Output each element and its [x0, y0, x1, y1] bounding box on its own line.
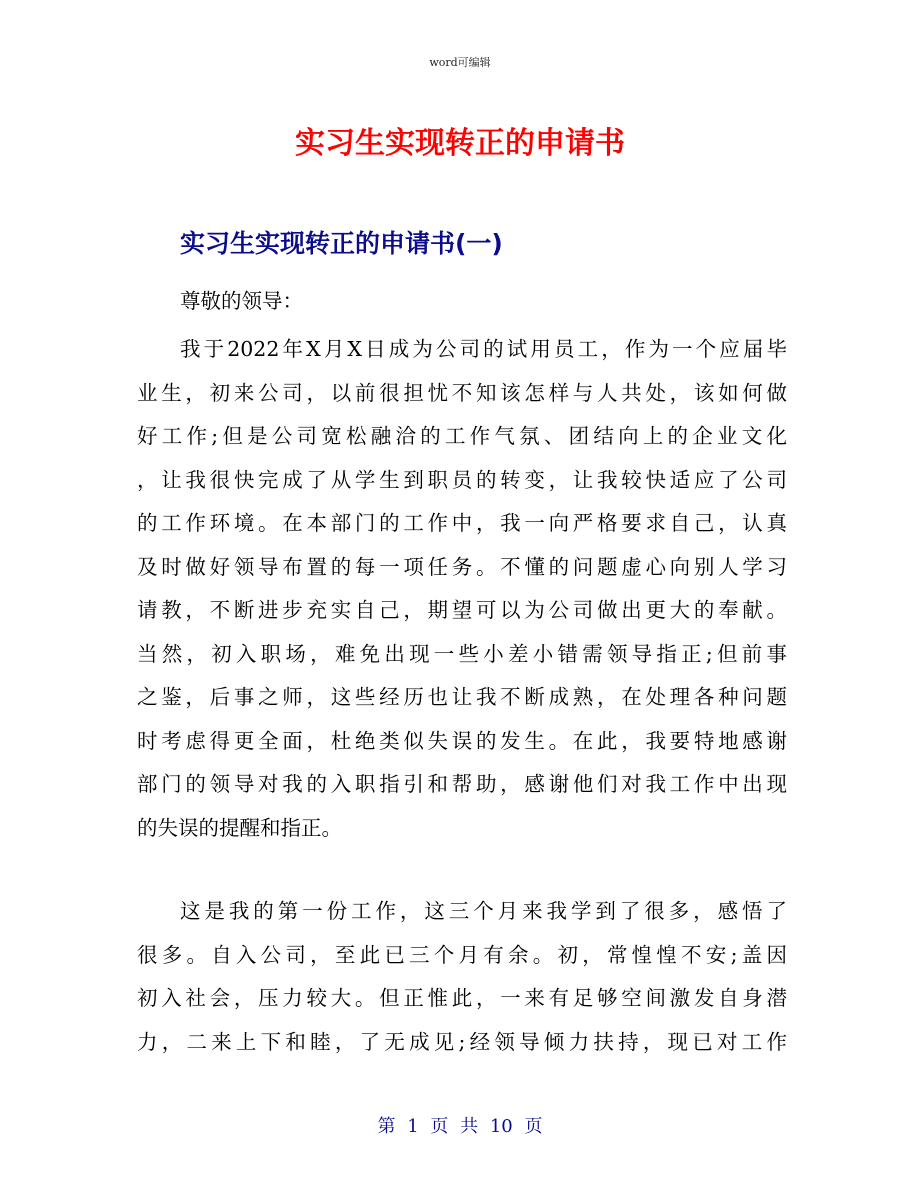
paragraph-line: 当然，初入职场，难免出现一些小差小错需领导指正;但前事 — [137, 641, 787, 666]
paragraph-line: 之鉴，后事之师，这些经历也让我不断成熟，在处理各种问题 — [137, 685, 787, 709]
paragraph-line: 这是我的第一份工作，这三个月来我学到了很多，感悟了 — [180, 899, 787, 923]
paragraph-line: 力，二来上下和睦，了无成见;经领导倾力扶持，现已对工作 — [137, 1029, 787, 1054]
salutation: 尊敬的领导： — [180, 289, 303, 313]
paragraph-line: 业生，初来公司，以前很担忧不知该怎样与人共处，该如何做 — [137, 380, 787, 405]
section-heading: 实习生实现转正的申请书(一) — [180, 229, 503, 258]
paragraph-line: 及时做好领导布置的每一项任务。不懂的问题虚心向别人学习 — [137, 554, 787, 579]
paragraph-line: 很多。自入公司，至此已三个月有余。初，常惶惶不安;盖因 — [137, 942, 787, 967]
document-title: 实习生实现转正的申请书 — [295, 126, 625, 161]
page-footer: 第 1 页 共 10 页 — [377, 1116, 543, 1137]
paragraph-line: 部门的领导对我的入职指引和帮助，感谢他们对我工作中出现 — [137, 772, 787, 796]
paragraph-1 — [137, 328, 787, 850]
paragraph-line: 请教，不断进步充实自己，期望可以为公司做出更大的奉献。 — [137, 598, 787, 622]
paragraph-line: 好工作;但是公司宽松融洽的工作气氛、团结向上的企业文化 — [137, 424, 787, 448]
paragraph-line: 我于2022年X月X日成为公司的试用员工，作为一个应届毕 — [180, 337, 787, 361]
paragraph-line: 时考虑得更全面，杜绝类似失误的发生。在此，我要特地感谢 — [137, 728, 787, 753]
paragraph-line: 初入社会，压力较大。但正惟此，一来有足够空间激发自身潜 — [137, 986, 787, 1010]
paragraph-2 — [137, 890, 787, 1064]
page-header: word可编辑 — [429, 56, 491, 69]
paragraph-line: ，让我很快完成了从学生到职员的转变，让我较快适应了公司 — [137, 467, 787, 492]
paragraph-line: 的工作环境。在本部门的工作中，我一向严格要求自己，认真 — [137, 511, 787, 535]
paragraph-line: 的失误的提醒和指正。 — [137, 815, 342, 840]
